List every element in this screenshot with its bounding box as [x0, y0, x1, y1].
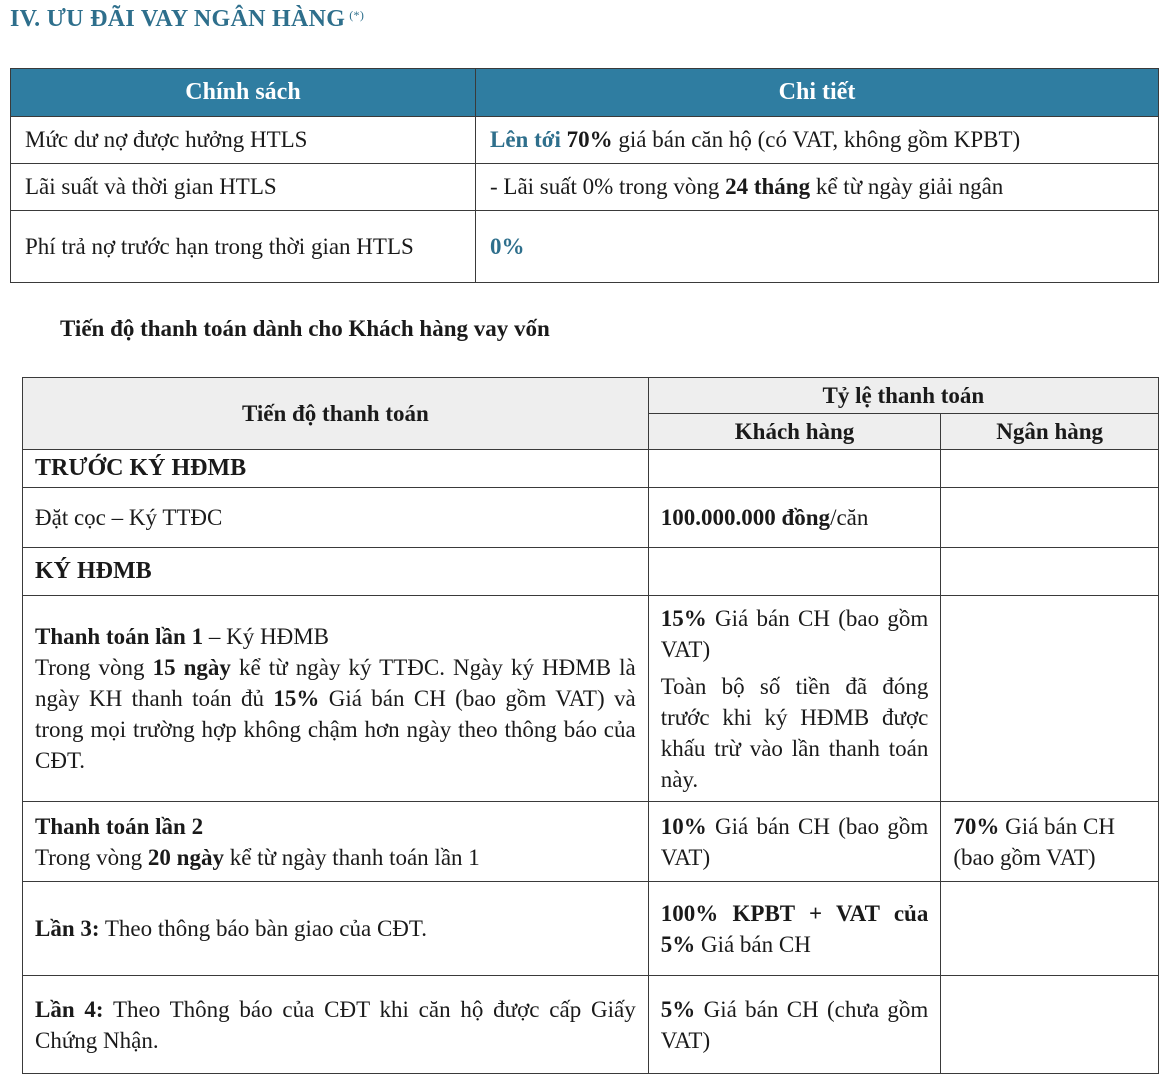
policy-row — [11, 117, 1159, 164]
bold-span: 10% — [660, 813, 707, 839]
policy-detail-highlight: 0% — [490, 233, 525, 259]
bold-span: Lần 4: — [35, 996, 104, 1022]
payment-1-customer-note: Toàn bộ số tiền đã đóng trước khi ký HĐMB được khấu trừ vào lần thanh toán này. — [660, 673, 929, 792]
section-sign-label: KÝ HĐMB — [23, 548, 649, 596]
bold-span: 15 ngày — [152, 655, 231, 680]
payment-4-desc — [23, 976, 649, 1074]
text-span: Trong vòng — [35, 844, 148, 870]
schedule-header-row — [23, 378, 1159, 414]
policy-detail-highlight: Lên tới — [490, 127, 561, 152]
policy-detail-text: - Lãi suất 0% trong vòng — [490, 174, 720, 199]
deposit-amount: 100.000.000 đồng — [660, 505, 831, 530]
schedule-subtitle: Tiến độ thanh toán dành cho Khách hàng vay vốn — [60, 316, 550, 341]
bold-span: 15% — [660, 605, 707, 631]
policy-header-row — [11, 69, 1159, 117]
header-bank: Ngân hàng — [941, 414, 1159, 450]
policy-row — [11, 211, 1159, 283]
text-span: Giá bán CH (bao gồm VAT) — [953, 813, 1115, 870]
policy-detail-text: kể từ ngày giải ngân — [815, 174, 1004, 199]
payment-4-customer — [648, 976, 941, 1074]
section-row — [23, 450, 1159, 488]
payment-2-text — [35, 842, 636, 873]
deposit-row — [23, 488, 1159, 548]
payment-2-row — [23, 802, 1159, 882]
text-span: Theo Thông báo của CĐT khi căn hộ được cấp Giấy Chứng Nhận. — [35, 996, 636, 1053]
policy-detail-bold: 24 tháng — [725, 174, 811, 199]
payment-4-row — [23, 976, 1159, 1074]
bold-span: 5% — [660, 996, 696, 1022]
empty-cell — [941, 450, 1159, 488]
policy-label: Lãi suất và thời gian HTLS — [11, 164, 476, 211]
payment-1-row — [23, 596, 1159, 802]
policy-row — [11, 164, 1159, 211]
policy-detail — [476, 211, 1159, 283]
section-title-note: (*) — [349, 8, 365, 22]
empty-cell — [648, 450, 941, 488]
deposit-amount-cell — [648, 488, 941, 548]
policy-detail — [476, 117, 1159, 164]
empty-cell — [941, 548, 1159, 596]
text-span: kể từ ngày ký TTĐC. Ngày ký HĐMB là ngày KH thanh toán đủ — [35, 655, 636, 711]
section-title-text: IV. ƯU ĐÃI VAY NGÂN HÀNG — [10, 6, 346, 32]
deposit-unit: /căn — [830, 505, 869, 530]
empty-cell — [648, 548, 941, 596]
empty-cell — [941, 596, 1159, 802]
bold-span: 15% — [273, 686, 320, 711]
deposit-label: Đặt cọc – Ký TTĐC — [23, 488, 649, 548]
text-span: kể từ ngày thanh toán lần 1 — [223, 844, 480, 870]
empty-cell — [941, 882, 1159, 976]
text-span: Giá bán CH (bao gồm VAT) — [660, 605, 929, 662]
text-span: Giá bán CH (bao gồm VAT) — [660, 813, 929, 870]
payment-2-desc — [23, 802, 649, 882]
policy-detail-text: giá bán căn hộ (có VAT, không gồm KPBT) — [618, 127, 1021, 152]
text-span: Theo thông báo bàn giao của CĐT. — [99, 916, 428, 941]
bold-span: Lần 3: — [35, 916, 100, 941]
header-schedule: Tiến độ thanh toán — [23, 378, 649, 450]
payment-2-customer — [648, 802, 941, 882]
payment-1-customer-rate — [661, 603, 929, 665]
payment-1-text — [35, 652, 636, 776]
payment-1-title-rest: – Ký HĐMB — [203, 624, 329, 649]
payment-schedule-table — [22, 377, 1159, 1074]
text-span: Giá bán CH (bao gồm VAT) và trong mọi trường hợp không chậm hơn ngày theo thông báo của CĐT. — [35, 686, 636, 773]
empty-cell — [941, 488, 1159, 548]
header-ratio: Tỷ lệ thanh toán — [648, 378, 1158, 414]
section-title — [10, 6, 364, 33]
policy-header-detail: Chi tiết — [476, 69, 1159, 117]
header-customer: Khách hàng — [648, 414, 941, 450]
bold-span: 100% KPBT + VAT của 5% — [660, 900, 929, 957]
payment-1-heading — [35, 621, 636, 652]
policy-label: Phí trả nợ trước hạn trong thời gian HTLS — [11, 211, 476, 283]
section-before-label: TRƯỚC KÝ HĐMB — [23, 450, 649, 488]
payment-3-desc — [23, 882, 649, 976]
payment-1-desc — [23, 596, 649, 802]
policy-detail — [476, 164, 1159, 211]
bold-span: 20 ngày — [147, 844, 224, 870]
payment-1-customer — [648, 596, 941, 802]
text-span: Giá bán CH (chưa gồm VAT) — [660, 996, 929, 1053]
text-span: Trong vòng — [35, 655, 153, 680]
empty-cell — [941, 976, 1159, 1074]
policy-label: Mức dư nợ được hưởng HTLS — [11, 117, 476, 164]
payment-2-title: Thanh toán lần 2 — [35, 813, 204, 839]
policy-header-policy: Chính sách — [11, 69, 476, 117]
policy-detail-bold: 70% — [566, 127, 613, 152]
payment-2-bank — [941, 802, 1159, 882]
text-span: Giá bán CH — [695, 931, 811, 957]
loan-policy-table — [10, 68, 1159, 283]
payment-1-title: Thanh toán lần 1 — [35, 624, 204, 649]
payment-3-customer — [648, 882, 941, 976]
bold-span: 70% — [953, 813, 1000, 839]
payment-3-row — [23, 882, 1159, 976]
section-row — [23, 548, 1159, 596]
